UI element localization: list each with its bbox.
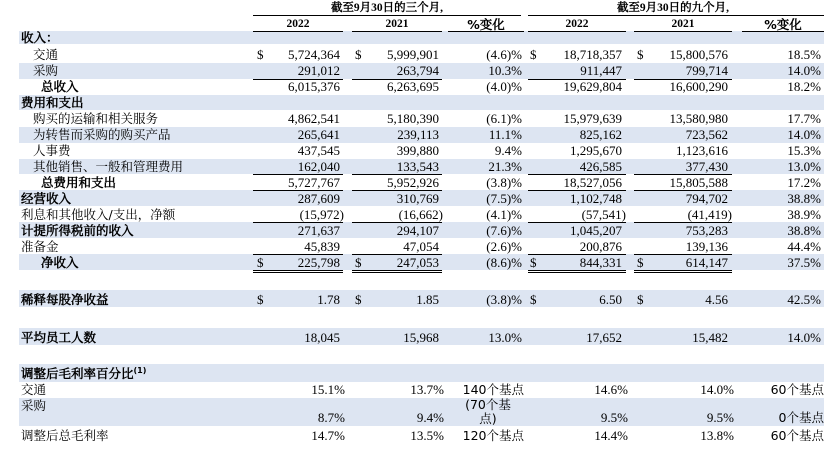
cell-qchange: 21.3% (488, 159, 522, 174)
cell-q2021: 263,794 (396, 63, 439, 78)
cell-q2021: 5,999,901 (387, 47, 439, 62)
cell-nchange: 14.0% (787, 127, 821, 142)
cell-nchange: 60个基点 (770, 382, 824, 397)
cell-q2022: 437,545 (297, 143, 340, 158)
cell-nchange: 17.2% (787, 175, 821, 190)
row-label: 采购 (21, 398, 47, 413)
header-three-months: 截至9月30日的三个月, (330, 2, 444, 14)
header-rule (352, 31, 442, 32)
currency-symbol: $ (257, 292, 264, 307)
cell-nchange: 60个基点 (770, 428, 824, 443)
cell-q2022: 5,724,364 (288, 47, 340, 62)
currency-symbol: $ (355, 255, 362, 270)
double-rule (634, 270, 732, 273)
header-rule (253, 15, 521, 16)
currency-symbol: $ (257, 47, 264, 62)
col-header-n2022: 2022 (565, 18, 589, 30)
row-label: 稀释每股净收益 (21, 292, 109, 307)
cell-qchange: (8.6)% (486, 255, 522, 270)
cell-q2021: 15,968 (403, 330, 439, 345)
row-label: 平均员工人数 (21, 330, 97, 345)
row-label: 其他销售、一般和管理费用 (33, 159, 184, 174)
cell-qchange: 120个基点 (462, 428, 524, 443)
cell-q2022: 287,609 (297, 191, 340, 206)
cell-q2022: 291,012 (297, 63, 340, 78)
currency-symbol: $ (637, 292, 644, 307)
header-rule (742, 31, 824, 32)
cell-n2022: 844,331 (579, 255, 622, 270)
cell-nchange: 38.9% (787, 207, 821, 222)
cell-n2022: 426,585 (579, 159, 622, 174)
cell-n2022: 18,527,056 (563, 175, 622, 190)
cell-n2021: 614,147 (685, 255, 728, 270)
row-band (19, 31, 824, 44)
row-label: 交通 (21, 382, 47, 397)
row-label: 总费用和支出 (41, 175, 117, 190)
cell-q2021: 13.7% (410, 382, 444, 397)
header-rule (528, 31, 626, 32)
cell-qchange: 9.4% (494, 143, 522, 158)
currency-symbol: $ (355, 292, 362, 307)
cell-n2022: 18,718,357 (563, 47, 622, 62)
cell-q2021: 399,880 (396, 143, 439, 158)
cell-qchange: (6.1)% (486, 111, 522, 126)
cell-n2021: 377,430 (685, 159, 728, 174)
cell-nchange: 37.5% (787, 255, 821, 270)
cell-n2021: 723,562 (685, 127, 728, 142)
col-header-nchange: %变化 (764, 17, 802, 32)
cell-q2022: 225,798 (297, 255, 340, 270)
currency-symbol: $ (637, 255, 644, 270)
row-label: 调整后总毛利率 (21, 428, 109, 443)
cell-nchange: 42.5% (787, 292, 821, 307)
cell-q2022: 6,015,376 (288, 79, 340, 94)
cell-nchange: 14.0% (787, 330, 821, 345)
col-header-q2022: 2022 (286, 18, 310, 30)
cell-qchange: 140个基点 (462, 382, 524, 397)
cell-nchange: 15.3% (787, 143, 821, 158)
currency-symbol: $ (637, 47, 644, 62)
cell-qchange: (2.6)% (486, 239, 522, 254)
cell-n2021: 753,283 (685, 223, 728, 238)
row-label: 为转售而采购的购买产品 (33, 127, 171, 142)
cell-n2022: 6.50 (599, 292, 622, 307)
cell-q2022: 18,045 (304, 330, 340, 345)
cell-n2022: 1,295,670 (570, 143, 622, 158)
cell-q2022: 265,641 (297, 127, 340, 142)
double-rule (253, 270, 343, 273)
cell-q2021: 310,769 (396, 191, 439, 206)
cell-qchange: (4.1)% (486, 207, 522, 222)
cell-nchange: 0个基点 (778, 410, 824, 425)
cell-q2021: 5,180,390 (387, 111, 439, 126)
cell-qchange: (3.8)% (486, 292, 522, 307)
cell-n2022: 15,979,639 (563, 111, 622, 126)
cell-n2021: 15,800,576 (669, 47, 728, 62)
currency-symbol: $ (530, 292, 537, 307)
currency-symbol: $ (355, 47, 362, 62)
cell-n2022: 825,162 (579, 127, 622, 142)
row-label: 计提所得税前的收入 (21, 223, 134, 238)
cell-n2021: (41,419) (687, 207, 732, 222)
header-rule (253, 31, 343, 32)
section-expenses: 费用和支出 (21, 95, 84, 110)
currency-symbol: $ (530, 47, 537, 62)
cell-nchange: 14.0% (787, 63, 821, 78)
section-title: 调整后毛利率百分比 (21, 366, 134, 381)
row-label: 交通 (33, 47, 59, 62)
row-band (19, 95, 824, 110)
cell-n2021: 13.8% (700, 428, 734, 443)
cell-q2022: 14.7% (311, 428, 345, 443)
cell-qchange: 13.0% (488, 330, 522, 345)
row-label: 经营收入 (21, 191, 72, 206)
cell-nchange: 17.7% (787, 111, 821, 126)
row-label: 利息和其他收入/支出，净额 (21, 207, 176, 222)
header-rule (448, 31, 524, 32)
cell-q2021: 1.85 (416, 292, 439, 307)
cell-qchange: (7.5)% (486, 191, 522, 206)
cell-n2021: 15,805,588 (669, 175, 728, 190)
cell-q2022: 1.78 (317, 292, 340, 307)
cell-qchange-line1: (70个基 (465, 397, 511, 412)
cell-q2021: 247,053 (396, 255, 439, 270)
cell-n2021: 15,482 (692, 330, 728, 345)
row-label: 购买的运输和相关服务 (33, 111, 159, 126)
row-label: 准备金 (21, 239, 59, 254)
double-rule (528, 270, 626, 273)
cell-n2021: 13,580,980 (669, 111, 728, 126)
row-label: 净收入 (41, 255, 79, 270)
footnote-marker: (1) (133, 365, 147, 375)
row-label: 采购 (33, 63, 59, 78)
cell-n2022: 1,102,748 (570, 191, 622, 206)
cell-n2022: 17,652 (586, 330, 622, 345)
cell-q2021: 6,263,695 (387, 79, 439, 94)
row-label: 总收入 (41, 79, 79, 94)
cell-n2022: 19,629,804 (563, 79, 622, 94)
cell-qchange: 10.3% (488, 63, 522, 78)
section-revenue: 收入： (21, 30, 59, 45)
cell-nchange: 44.4% (787, 239, 821, 254)
header-rule (528, 15, 824, 16)
cell-q2022: (15,972) (299, 207, 344, 222)
cell-nchange: 18.2% (787, 79, 821, 94)
cell-n2022: 1,045,207 (570, 223, 622, 238)
cell-q2021: 239,113 (397, 127, 439, 142)
cell-q2021: 133,543 (396, 159, 439, 174)
cell-q2022: 162,040 (297, 159, 340, 174)
cell-q2021: (16,662) (398, 207, 443, 222)
cell-qchange-line2: 点) (479, 411, 497, 426)
cell-n2021: 16,600,290 (669, 79, 728, 94)
col-header-qchange: %变化 (467, 17, 505, 32)
cell-n2021: 139,136 (685, 239, 728, 254)
currency-symbol: $ (530, 255, 537, 270)
cell-nchange: 18.5% (787, 47, 821, 62)
cell-n2021: 1,123,616 (676, 143, 728, 158)
cell-q2022: 45,839 (304, 239, 340, 254)
cell-n2021: 799,714 (685, 63, 728, 78)
cell-qchange: 11.1% (488, 127, 522, 142)
double-rule (352, 270, 442, 273)
cell-q2022: 15.1% (311, 382, 345, 397)
currency-symbol: $ (257, 255, 264, 270)
cell-n2021: 4.56 (705, 292, 728, 307)
cell-qchange: (4.0)% (486, 79, 522, 94)
cell-nchange: 38.8% (787, 223, 821, 238)
cell-nchange: 38.8% (787, 191, 821, 206)
cell-n2021: 14.0% (700, 382, 734, 397)
cell-n2022: 14.4% (594, 428, 628, 443)
cell-q2022: 271,637 (297, 223, 340, 238)
cell-n2022: 200,876 (579, 239, 622, 254)
col-header-q2021: 2021 (385, 18, 409, 30)
cell-q2021: 13.5% (410, 428, 444, 443)
row-label: 人事费 (33, 143, 71, 158)
cell-n2021: 9.5% (706, 410, 734, 425)
cell-q2021: 9.4% (416, 410, 444, 425)
cell-q2022: 4,862,541 (288, 111, 340, 126)
cell-n2022: 9.5% (600, 410, 628, 425)
cell-qchange: (3.8)% (486, 175, 522, 190)
section-adjusted-margin (21, 366, 146, 381)
cell-q2022: 5,727,767 (288, 175, 340, 190)
cell-q2021: 47,054 (403, 239, 439, 254)
cell-q2022: 8.7% (317, 410, 345, 425)
header-rule (634, 31, 732, 32)
cell-nchange: 13.0% (787, 159, 821, 174)
cell-n2022: 911,447 (580, 63, 622, 78)
cell-qchange: (7.6)% (486, 223, 522, 238)
cell-n2022: 14.6% (594, 382, 628, 397)
cell-qchange: (4.6)% (486, 47, 522, 62)
cell-n2021: 794,702 (685, 191, 728, 206)
cell-n2022: (57,541) (581, 207, 626, 222)
col-header-n2021: 2021 (671, 18, 695, 30)
header-nine-months: 截至9月30日的九个月, (616, 2, 730, 14)
cell-q2021: 5,952,926 (387, 175, 439, 190)
cell-q2021: 294,107 (396, 223, 439, 238)
